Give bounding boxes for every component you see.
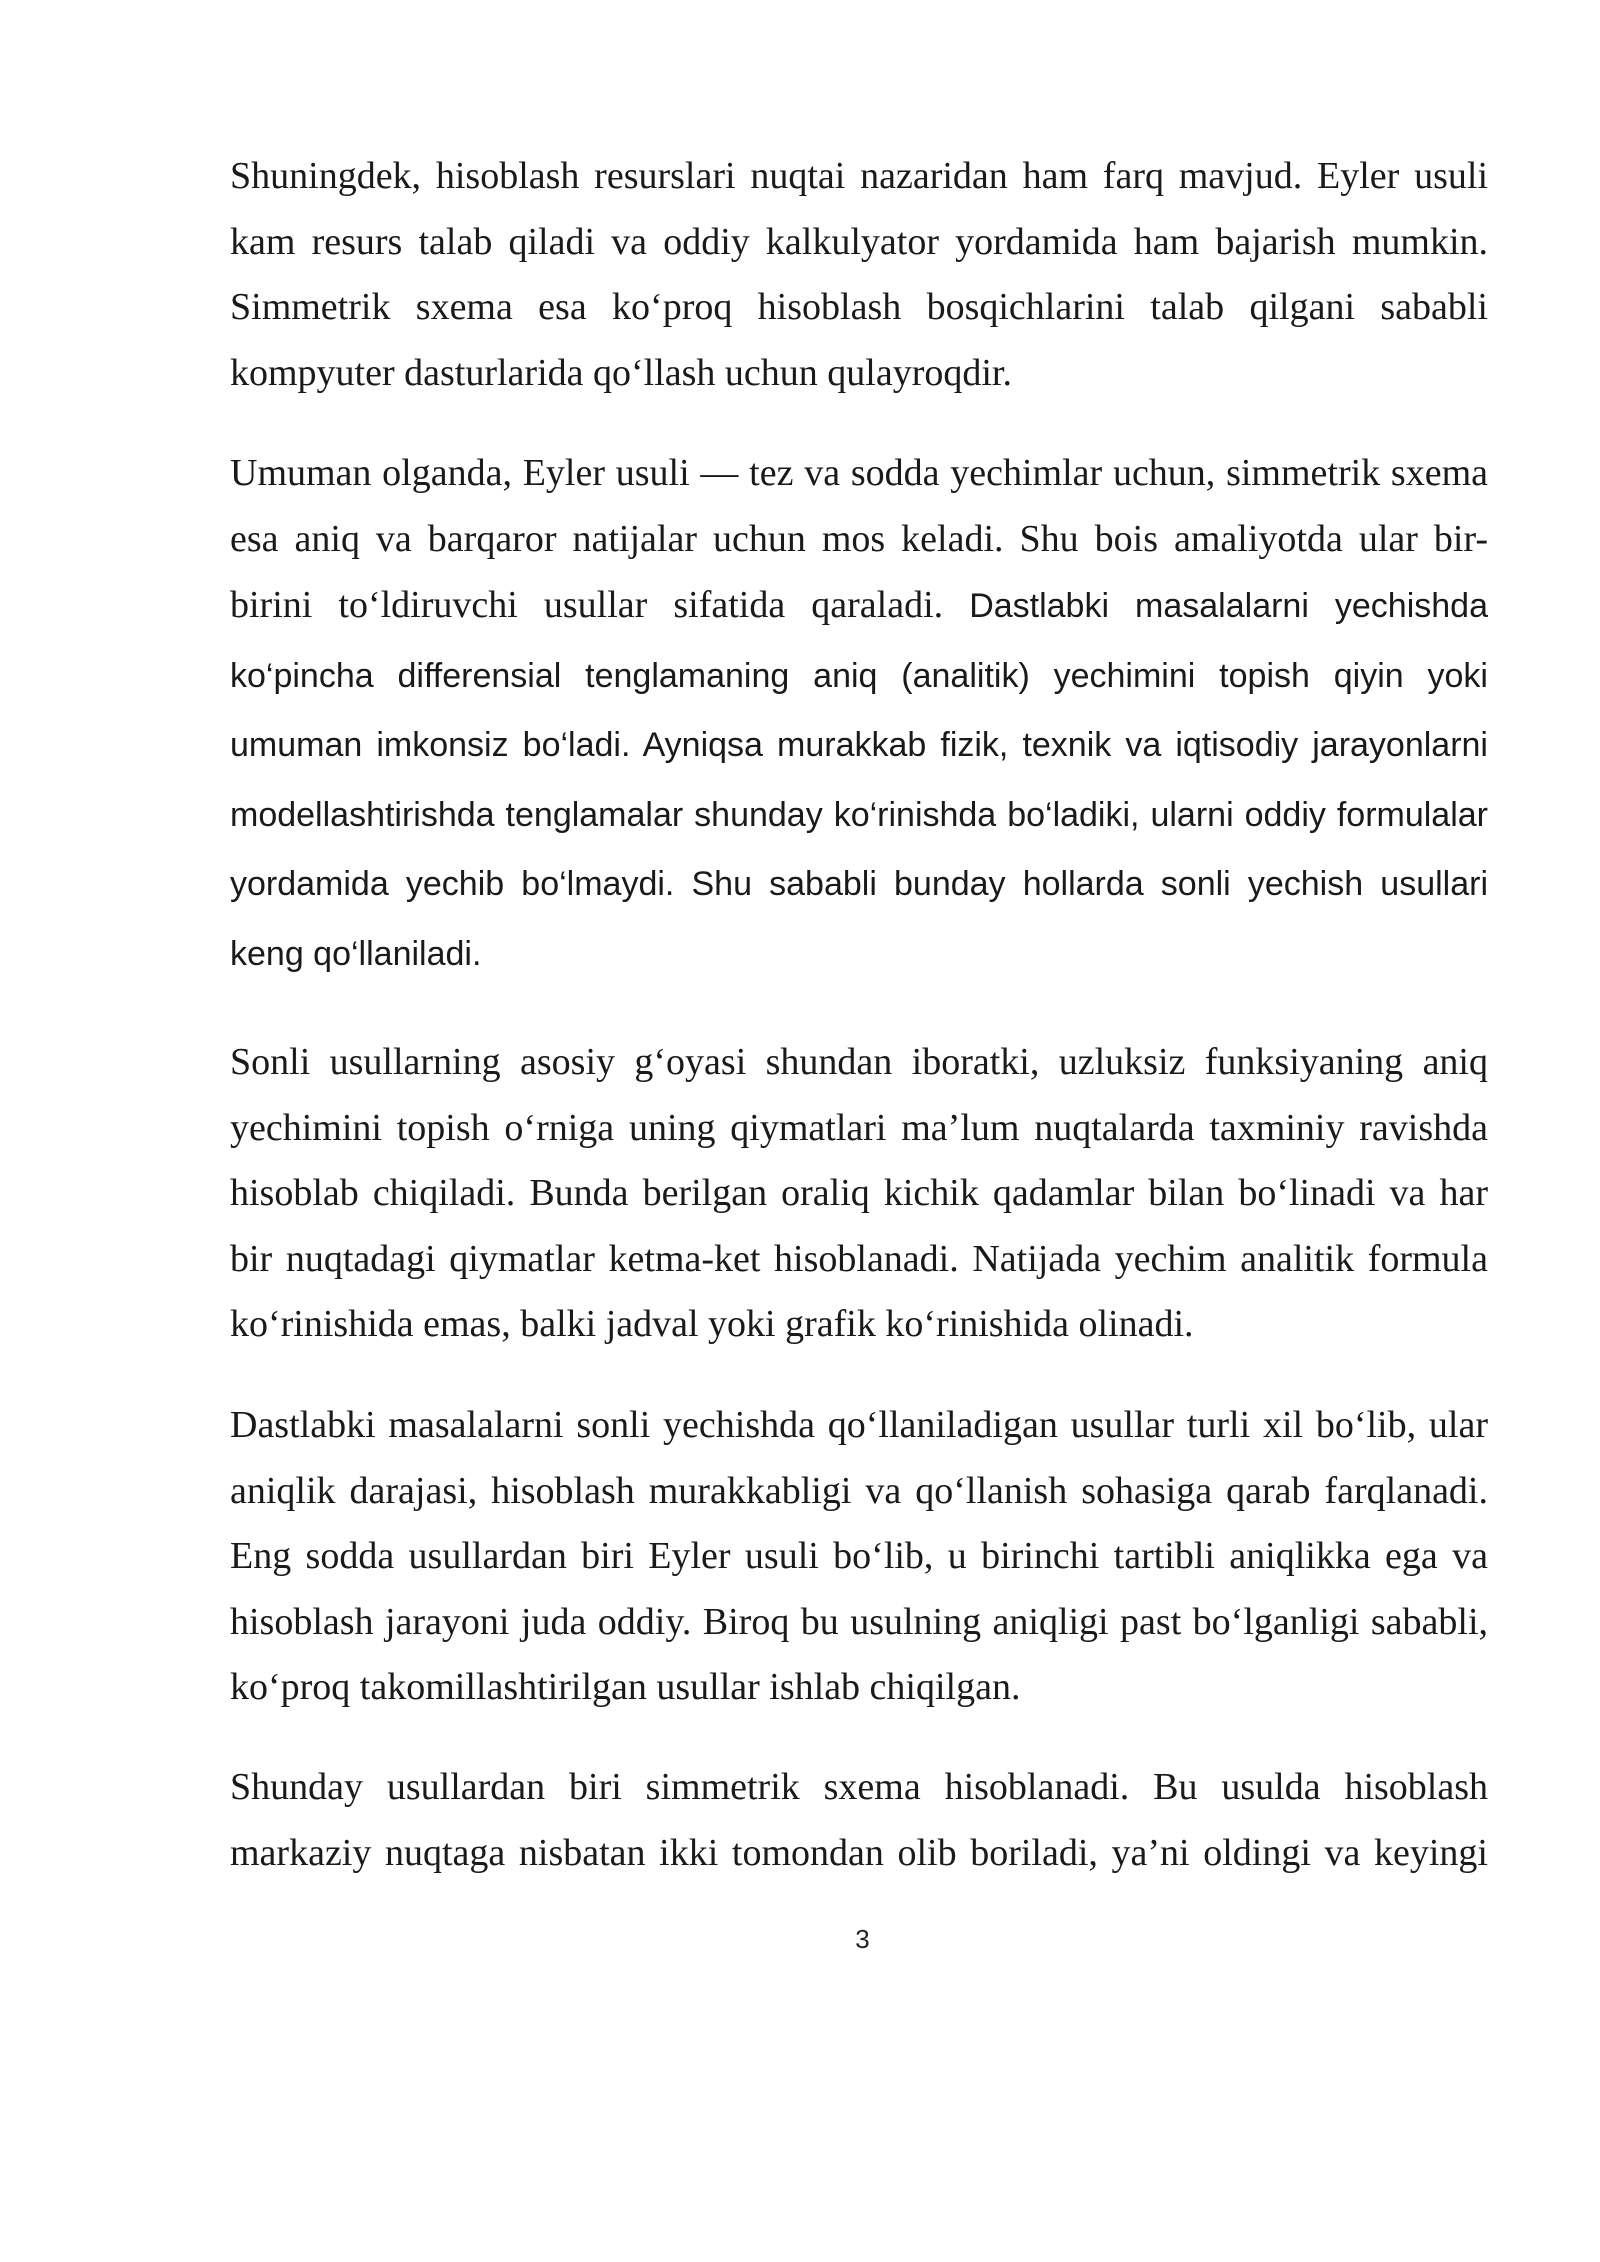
paragraph-text: Dastlabki masalalarni sonli yechishda qo‘llaniladigan usullar turli xil bo‘lib, ular aniqlik darajasi, hisoblash murakkabligi va qo‘llanish sohasiga qarab farqlanadi. Eng sodda usullardan biri Eyler usuli bo‘lib, u birinchi tartibli aniqlikka ega va hisoblash jarayoni juda oddiy. Biroq bu usulning aniqligi past bo‘lganligi sababli, ko‘proq takomillashtirilgan usullar ishlab chiqilgan. bbox=[230, 1404, 1488, 1708]
paragraph-text: Shuningdek, hisoblash resurslari nuqtai nazaridan ham farq mavjud. Eyler usuli kam resurs talab qiladi va oddiy kalkulyator yordamida ham bajarish mumkin. Simmetrik sxema esa ko‘proq hisoblash bosqichlarini talab qilgani sababli kompyuter dasturlarida qo‘llash uchun qulayroqdir. bbox=[230, 155, 1488, 394]
paragraph-text: Shunday usullardan biri simmetrik sxema hisoblanadi. Bu usulda hisoblash markaziy nuqtaga nisbatan ikki tomondan olib boriladi, ya’ni oldingi va keyingi bbox=[230, 1766, 1488, 1874]
paragraph-5 bbox=[230, 1755, 1488, 1886]
paragraph-3 bbox=[230, 1030, 1488, 1358]
paragraph-1 bbox=[230, 144, 1488, 406]
paragraph-text-serif bbox=[230, 441, 1488, 989]
paragraph-serif-part: Umuman olganda, Eyler usuli — tez va sodda yechimlar uchun, simmetrik sxema esa aniq va barqaror natijalar uchun mos keladi. Shu bois amaliyotda ular bir-birini to‘ldiruvchi usullar sifatida qaraladi. bbox=[230, 452, 1488, 626]
paragraph-2 bbox=[230, 441, 1488, 989]
page-number: 3 bbox=[855, 1924, 870, 1954]
paragraph-text: Sonli usullarning asosiy g‘oyasi shundan iboratki, uzluksiz funksiyaning aniq yechimini topish o‘rniga uning qiymatlari ma’lum nuqtalarda taxminiy ravishda hisoblab chiqiladi. Bunda berilgan oraliq kichik qadamlar bilan bo‘linadi va har bir nuqtadagi qiymatlar ketma-ket hisoblanadi. Natijada yechim analitik formula ko‘rinishida emas, balki jadval yoki grafik ko‘rinishida olinadi. bbox=[230, 1041, 1488, 1345]
paragraph-4 bbox=[230, 1393, 1488, 1721]
paragraph-sans-part: Dastlabki masalalarni yechishda ko‘pincha differensial tenglamaning aniq (analitik) yechimini topish qiyin yoki umuman imkonsiz bo‘ladi. Ayniqsa murakkab fizik, texnik va iqtisodiy jarayonlarni modellashtirishda tenglamalar shunday ko‘rinishda bo‘ladiki, ularni oddiy formulalar yordamida yechib bo‘lmaydi. Shu sababli bunday hollarda sonli yechish usullari keng qo‘llaniladi. bbox=[230, 587, 1488, 973]
